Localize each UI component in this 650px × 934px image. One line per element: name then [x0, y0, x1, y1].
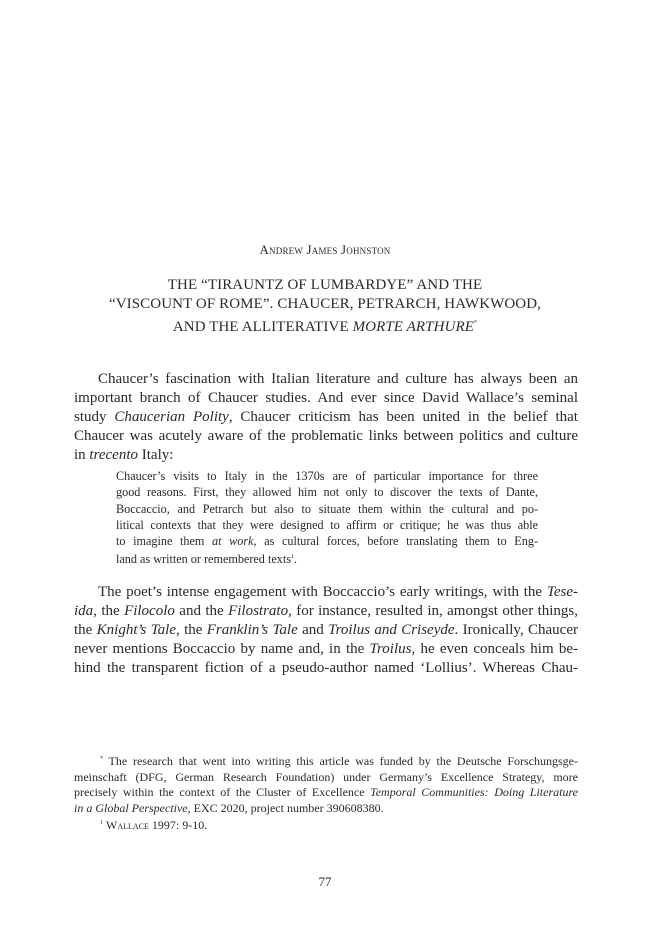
- author-name-text: Andrew James Johnston: [259, 242, 391, 257]
- text-italic: Tese-: [546, 584, 578, 600]
- text-line: [74, 602, 578, 621]
- text-italic: in a Global Perspective: [74, 800, 188, 815]
- footnote-line: [74, 785, 578, 801]
- text-run: 1997: 9-10.: [148, 818, 208, 832]
- text-run: , EXC 2020, project number 390608380.: [187, 800, 384, 815]
- title-italic: MORTE ARTHURE: [352, 319, 475, 335]
- text-run: , he even conceals him be-: [411, 641, 578, 657]
- footnote-mark: 1: [290, 554, 294, 561]
- text-run: , the: [93, 603, 125, 619]
- text-line: hind the transparent fiction of a pseudo-author named ‘Lollius’. Whereas Chau-: [74, 660, 578, 676]
- title-line: “VISCOUNT OF ROME”. CHAUCER, PETRARCH, HAWKWOOD,: [108, 296, 542, 312]
- quote-line: litical contexts that they were designed to affirm or critique; he was thus able: [116, 517, 538, 532]
- text-run: study: [74, 409, 115, 425]
- quote-line: Boccaccio, and Petrarch but also to situate them within the cultural and po-: [116, 501, 538, 516]
- text-italic: trecento: [89, 447, 139, 463]
- paragraph-2: [74, 583, 578, 678]
- text-run: The research that went into writing this article was funded by the Deutsche Forschungsge-: [108, 754, 578, 768]
- text-italic: Franklin’s Tale: [206, 622, 298, 638]
- text-run: land as written or remembered texts: [116, 552, 291, 567]
- quote-line: [116, 549, 538, 567]
- text-italic: Troilus and Criseyde: [328, 622, 455, 638]
- footnote-mark: *: [100, 756, 103, 762]
- article-title: [60, 276, 590, 337]
- text-italic: Filocolo: [124, 603, 175, 619]
- block-quote: [116, 468, 538, 568]
- quote-line: good reasons. First, they allowed him not only to discover the texts of Dante,: [116, 485, 538, 500]
- footnote-line: meinschaft (DFG, German Research Foundation) under Germany’s Excellence Strategy, more: [74, 769, 578, 784]
- text-run: , for instance, resulted in, amongst other things,: [288, 603, 579, 619]
- text-run: to imagine them: [116, 534, 213, 549]
- title-line: [60, 314, 590, 337]
- text-line: [74, 583, 578, 602]
- text-line: Chaucer was acutely aware of the problematic links between politics and culture: [74, 428, 578, 444]
- citation-author: Wallace: [106, 818, 149, 832]
- quote-line: Chaucer’s visits to Italy in the 1370s are of particular importance for three: [116, 469, 538, 483]
- title-text: AND THE ALLITERATIVE: [172, 319, 353, 335]
- text-italic: at work: [212, 534, 254, 549]
- footnote-line: [74, 816, 578, 834]
- text-run: never mentions Boccaccio by name and, in the: [74, 641, 370, 657]
- footnote-mark: 1: [100, 820, 103, 826]
- text-italic: Knight’s Tale: [96, 622, 177, 638]
- text-run: and: [297, 622, 329, 638]
- text-run: The poet’s intense engagement with Boccaccio’s early writings, with the: [98, 584, 547, 600]
- footnote-line: [74, 801, 578, 817]
- text-italic: Filostrato: [228, 603, 289, 619]
- footnote-mark: *: [474, 320, 478, 326]
- text-line: Chaucer’s fascination with Italian literature and culture has always been an: [98, 371, 578, 387]
- text-run: precisely within the context of the Cluster of Excellence: [74, 785, 371, 799]
- text-line: [74, 621, 578, 640]
- author-name: [0, 242, 650, 258]
- text-line: important branch of Chaucer studies. And ever since David Wallace’s seminal: [74, 390, 578, 406]
- paragraph-1: [74, 370, 578, 465]
- text-italic: Troilus: [369, 641, 412, 657]
- text-line: [74, 408, 578, 427]
- footnote-line: [74, 752, 578, 770]
- text-run: , the: [176, 622, 207, 638]
- text-italic: ida: [74, 603, 94, 619]
- text-run: the: [74, 622, 97, 638]
- page-number: 77: [318, 874, 332, 889]
- text-run: , as cultural forces, before translating them to Eng-: [253, 534, 538, 549]
- text-italic: Temporal Communities: Doing Literature: [370, 785, 579, 799]
- text-run: in: [74, 447, 90, 463]
- quote-line: [116, 533, 538, 549]
- text-run: . Ironically, Chaucer: [454, 622, 578, 638]
- text-run: .: [293, 552, 298, 567]
- text-italic: Chaucerian Polity: [114, 409, 229, 425]
- text-line: [74, 640, 578, 659]
- text-run: Italy:: [138, 447, 174, 463]
- footnotes: [74, 752, 578, 834]
- text-run: and the: [174, 603, 229, 619]
- text-run: , Chaucer criticism has been united in the belief that: [228, 409, 578, 425]
- text-line: [74, 446, 578, 465]
- title-line: THE “TIRAUNTZ OF LUMBARDYE” AND THE: [167, 277, 483, 293]
